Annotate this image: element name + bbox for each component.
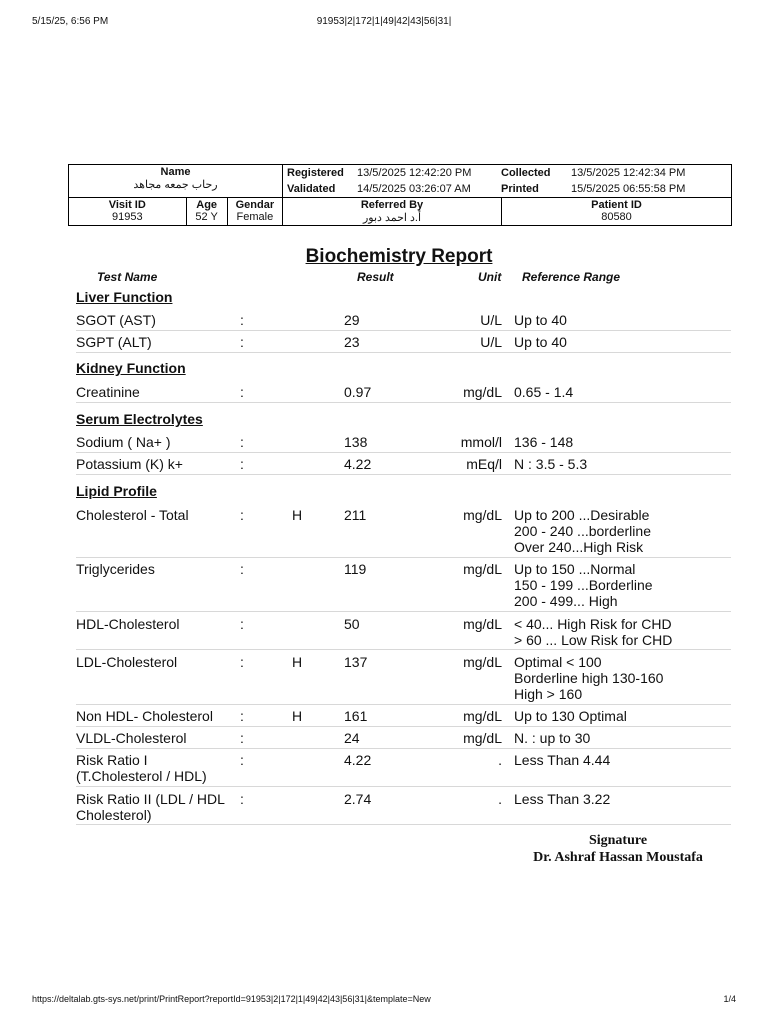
test-unit: mg/dL bbox=[463, 708, 502, 724]
gender-label: Gendar bbox=[235, 199, 275, 211]
section-title-liver-function: Liver Function bbox=[76, 289, 173, 305]
patient-id-label: Patient ID bbox=[591, 199, 642, 211]
test-name: Sodium ( Na+ ) bbox=[76, 434, 171, 450]
patient-id-value: 80580 bbox=[601, 211, 632, 223]
reference-line: Borderline high 130-160 bbox=[514, 670, 664, 686]
test-result: 23 bbox=[344, 334, 360, 350]
reference-range bbox=[514, 507, 731, 555]
separator-colon: : bbox=[240, 708, 244, 724]
reference-range bbox=[514, 616, 731, 648]
test-row-cholesterol-total bbox=[76, 504, 731, 558]
visit-id-label: Visit ID bbox=[108, 199, 146, 211]
test-result: 4.22 bbox=[344, 752, 372, 768]
test-name: HDL-Cholesterol bbox=[76, 616, 180, 632]
test-row-potassium bbox=[76, 453, 731, 475]
reference-range bbox=[514, 384, 731, 400]
visit-id-value: 91953 bbox=[111, 211, 143, 223]
reference-line: N : 3.5 - 5.3 bbox=[514, 456, 588, 472]
test-name: SGPT (ALT) bbox=[76, 334, 152, 350]
printed-value: 15/5/2025 06:55:58 PM bbox=[571, 183, 686, 195]
print-url: https://deltalab.gts-sys.net/print/PrintReport?reportId=91953|2|172|1|49|42|43|56|31|&template=New bbox=[32, 994, 431, 1004]
reference-line: < 40... High Risk for CHD bbox=[514, 616, 672, 632]
test-unit: U/L bbox=[480, 334, 502, 350]
reference-line: 136 - 148 bbox=[514, 434, 574, 450]
test-row-ldl-cholesterol bbox=[76, 651, 731, 705]
reference-line: > 60 ... Low Risk for CHD bbox=[514, 632, 673, 648]
reference-line: Less Than 4.44 bbox=[514, 752, 611, 768]
print-header bbox=[32, 16, 736, 30]
age-value: 52 Y bbox=[195, 211, 218, 223]
reference-line: 150 - 199 ...Borderline bbox=[514, 577, 653, 593]
referred-by-label: Referred By bbox=[360, 199, 424, 211]
validated-value: 14/5/2025 03:26:07 AM bbox=[357, 183, 471, 195]
visit-id-cell bbox=[69, 198, 187, 226]
test-result: 29 bbox=[344, 312, 360, 328]
gender-cell bbox=[227, 198, 282, 226]
test-unit: mmol/l bbox=[460, 434, 502, 450]
reference-line: Up to 40 bbox=[514, 334, 567, 350]
reference-range bbox=[514, 434, 731, 450]
age-cell bbox=[186, 198, 227, 226]
separator-colon: : bbox=[240, 730, 244, 746]
separator-colon: : bbox=[240, 456, 244, 472]
separator-colon: : bbox=[240, 507, 244, 523]
section-title-kidney-function: Kidney Function bbox=[76, 360, 186, 376]
reference-line: Less Than 3.22 bbox=[514, 791, 611, 807]
print-datetime: 5/15/25, 6:56 PM bbox=[32, 16, 109, 27]
reference-line: Optimal < 100 bbox=[514, 654, 602, 670]
test-row-sgot bbox=[76, 309, 731, 331]
test-result: 24 bbox=[344, 730, 360, 746]
test-name: SGOT (AST) bbox=[76, 312, 156, 328]
reference-range bbox=[514, 456, 731, 472]
signatory-name: Dr. Ashraf Hassan Moustafa bbox=[533, 850, 703, 865]
test-row-vldl-cholesterol bbox=[76, 727, 731, 749]
patient-info-table bbox=[68, 164, 732, 226]
test-result: 119 bbox=[344, 561, 367, 577]
test-unit: mEq/l bbox=[466, 456, 502, 472]
reference-line: 0.65 - 1.4 bbox=[514, 384, 574, 400]
separator-colon: : bbox=[240, 791, 244, 807]
column-test-name: Test Name bbox=[97, 270, 158, 284]
test-name: Triglycerides bbox=[76, 561, 155, 577]
section-title-lipid-profile: Lipid Profile bbox=[76, 483, 157, 499]
test-result: 211 bbox=[344, 507, 367, 523]
reference-line: 200 - 499... High bbox=[514, 593, 618, 609]
age-label: Age bbox=[196, 199, 218, 211]
signature-label: Signature bbox=[588, 833, 648, 848]
collected-label: Collected bbox=[501, 167, 551, 179]
validated-label: Validated bbox=[287, 183, 336, 195]
result-flag: H bbox=[292, 507, 303, 523]
test-unit: mg/dL bbox=[463, 616, 502, 632]
name-label: Name bbox=[160, 166, 191, 178]
test-row-non-hdl-cholesterol bbox=[76, 705, 731, 727]
reference-line: Up to 130 Optimal bbox=[514, 708, 627, 724]
reference-range bbox=[514, 334, 731, 350]
reference-range bbox=[514, 654, 731, 702]
test-name: Potassium (K) k+ bbox=[76, 456, 183, 472]
print-footer bbox=[32, 994, 736, 1008]
separator-colon: : bbox=[240, 384, 244, 400]
test-unit: . bbox=[498, 752, 502, 768]
referred-by-value: أ.د احمد دبور bbox=[362, 212, 422, 224]
reference-range bbox=[514, 561, 731, 609]
test-row-risk-ratio-1 bbox=[76, 749, 731, 787]
test-result: 161 bbox=[344, 708, 368, 724]
test-row-sodium bbox=[76, 431, 731, 453]
reference-line: Over 240...High Risk bbox=[514, 539, 644, 555]
test-result: 0.97 bbox=[344, 384, 372, 400]
section-title-serum-electrolytes: Serum Electrolytes bbox=[76, 411, 203, 427]
test-result: 138 bbox=[344, 434, 368, 450]
column-unit: Unit bbox=[478, 270, 502, 284]
reference-range bbox=[514, 730, 731, 746]
test-unit: U/L bbox=[480, 312, 502, 328]
separator-colon: : bbox=[240, 561, 244, 577]
printed-label: Printed bbox=[501, 183, 539, 195]
patient-name: رحاب جمعه مجاهد bbox=[133, 179, 218, 191]
separator-colon: : bbox=[240, 312, 244, 328]
name-cell bbox=[69, 165, 283, 198]
reference-range bbox=[514, 312, 731, 328]
reference-line: Up to 200 ...Desirable bbox=[514, 507, 650, 523]
test-result: 2.74 bbox=[344, 791, 372, 807]
collected-value: 13/5/2025 12:42:34 PM bbox=[571, 167, 686, 179]
separator-colon: : bbox=[240, 616, 244, 632]
separator-colon: : bbox=[240, 752, 244, 768]
separator-colon: : bbox=[240, 434, 244, 450]
reference-range bbox=[514, 791, 731, 807]
patient-id-cell bbox=[502, 198, 732, 226]
separator-colon: : bbox=[240, 334, 244, 350]
result-flag: H bbox=[292, 654, 303, 670]
test-unit: mg/dL bbox=[463, 730, 502, 746]
test-name: Risk Ratio II (LDL / HDL Cholesterol) bbox=[76, 791, 225, 823]
reference-range bbox=[514, 752, 731, 768]
test-result: 137 bbox=[344, 654, 368, 670]
report-title: Biochemistry Report bbox=[305, 246, 493, 267]
test-name: LDL-Cholesterol bbox=[76, 654, 178, 670]
test-unit: mg/dL bbox=[463, 507, 502, 523]
print-title: 91953|2|172|1|49|42|43|56|31| bbox=[316, 16, 452, 27]
column-reference-range: Reference Range bbox=[522, 270, 621, 284]
gender-value: Female bbox=[236, 211, 274, 223]
test-row-creatinine bbox=[76, 381, 731, 403]
test-name: Non HDL- Cholesterol bbox=[76, 708, 213, 724]
test-unit: mg/dL bbox=[463, 384, 502, 400]
test-name: VLDL-Cholesterol bbox=[76, 730, 187, 746]
reference-line: Up to 150 ...Normal bbox=[514, 561, 636, 577]
test-result: 4.22 bbox=[344, 456, 372, 472]
test-result: 50 bbox=[344, 616, 360, 632]
registered-label: Registered bbox=[287, 167, 344, 179]
test-unit: mg/dL bbox=[463, 654, 502, 670]
result-flag: H bbox=[292, 708, 303, 724]
test-row-hdl-cholesterol bbox=[76, 613, 731, 650]
reference-range bbox=[514, 708, 731, 724]
test-unit: . bbox=[498, 791, 502, 807]
test-name: Risk Ratio I (T.Cholesterol / HDL) bbox=[76, 752, 207, 784]
test-name: Cholesterol - Total bbox=[76, 507, 189, 523]
test-name: Creatinine bbox=[76, 384, 140, 400]
reference-line: High > 160 bbox=[514, 686, 583, 702]
test-row-triglycerides bbox=[76, 558, 731, 612]
test-row-sgpt bbox=[76, 331, 731, 353]
registered-value: 13/5/2025 12:42:20 PM bbox=[357, 167, 472, 179]
reference-line: N. : up to 30 bbox=[514, 730, 591, 746]
test-unit: mg/dL bbox=[463, 561, 502, 577]
dates-cell bbox=[283, 165, 732, 198]
separator-colon: : bbox=[240, 654, 244, 670]
page-number: 1/4 bbox=[723, 994, 736, 1004]
reference-line: Up to 40 bbox=[514, 312, 567, 328]
reference-line: 200 - 240 ...borderline bbox=[514, 523, 651, 539]
referred-by-cell bbox=[283, 198, 502, 226]
test-row-risk-ratio-2 bbox=[76, 788, 731, 825]
column-result: Result bbox=[357, 270, 394, 284]
